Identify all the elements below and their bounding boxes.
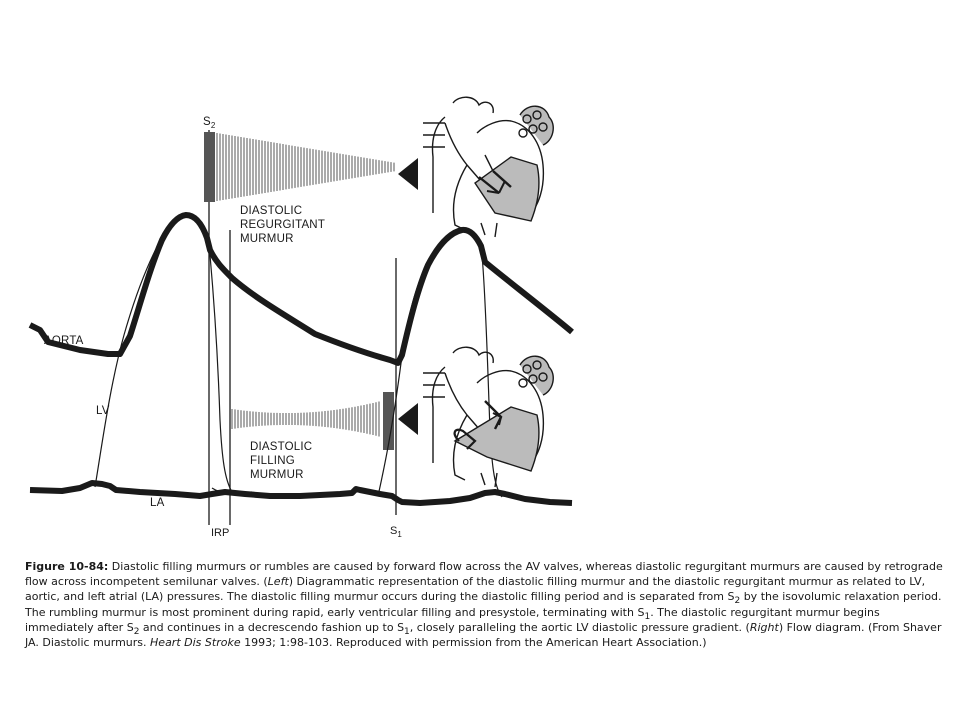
filling-murmur-label-2: FILLING [250, 455, 295, 467]
filling-murmur-shape [232, 402, 379, 437]
filling-murmur-label-3: MURMUR [250, 469, 304, 481]
figure-number: Figure 10-84: [25, 560, 109, 573]
arrow-left-icon [398, 403, 418, 435]
aorta-label: AORTA [44, 335, 84, 347]
caption-subscript: 1 [404, 626, 410, 637]
s1-label: $S_1$ [390, 525, 402, 539]
regurgitant-murmur-shape [217, 133, 394, 201]
caption-text: , closely paralleling the aortic LV diastolic pressure gradient. ( [409, 620, 750, 634]
caption-text: 1993; 1:98-103. Reproduced with permission from the American Heart Association.) [240, 636, 707, 650]
filling-murmur-label-1: DIASTOLIC [250, 441, 313, 453]
lv-label: LV [96, 405, 110, 417]
figure-caption [25, 559, 950, 650]
caption-text: ) Flow diagram. (From Shaver JA. Diastolic murmurs. [25, 620, 942, 650]
s2-murmur-bar [204, 132, 215, 202]
aorta-pressure-curve [30, 215, 572, 363]
regurgitant-murmur-label-3: MURMUR [240, 233, 294, 245]
la-label: LA [150, 497, 165, 509]
caption-text: Diastolic filling murmurs or rumbles are caused by forward flow across the AV valves, whereas diastolic regurgitant murmurs are caused by retrograde flow across incompetent semilunar valves. ( [25, 560, 943, 589]
irp-label: IRP [211, 527, 230, 539]
arrow-left-icon [398, 158, 418, 190]
caption-subscript: 2 [734, 596, 741, 607]
regurgitant-murmur-label-2: REGURGITANT [240, 219, 326, 231]
caption-subscript: 1 [644, 611, 651, 622]
caption-left: Left [267, 575, 289, 589]
s2-label: $S_2$ [203, 116, 216, 130]
caption-right: Right [749, 620, 779, 634]
la-pressure-curve [30, 483, 572, 503]
caption-text: . The diastolic regurgitant murmur begins immediately after S [25, 605, 880, 634]
heart-diagram-regurgitant [423, 97, 553, 237]
caption-text: by the isovolumic relaxation period. The rumbling murmur is most prominent during rapid, early ventricular filling and presystole, terminating with S [25, 590, 942, 619]
caption-subscript: 2 [133, 626, 140, 637]
caption-journal: Heart Dis Stroke [150, 636, 241, 650]
caption-text: and continues in a decrescendo fashion up to S [139, 620, 405, 634]
regurgitant-murmur-label-1: DIASTOLIC [240, 205, 303, 217]
caption-text: ) Diagrammatic representation of the diastolic filling murmur and the diastolic regurgitant murmur as related to LV, aortic, and left atrial (LA) pressures. The diastolic filling murmur occurs during the diastolic filling period and is separated from S [25, 575, 926, 604]
